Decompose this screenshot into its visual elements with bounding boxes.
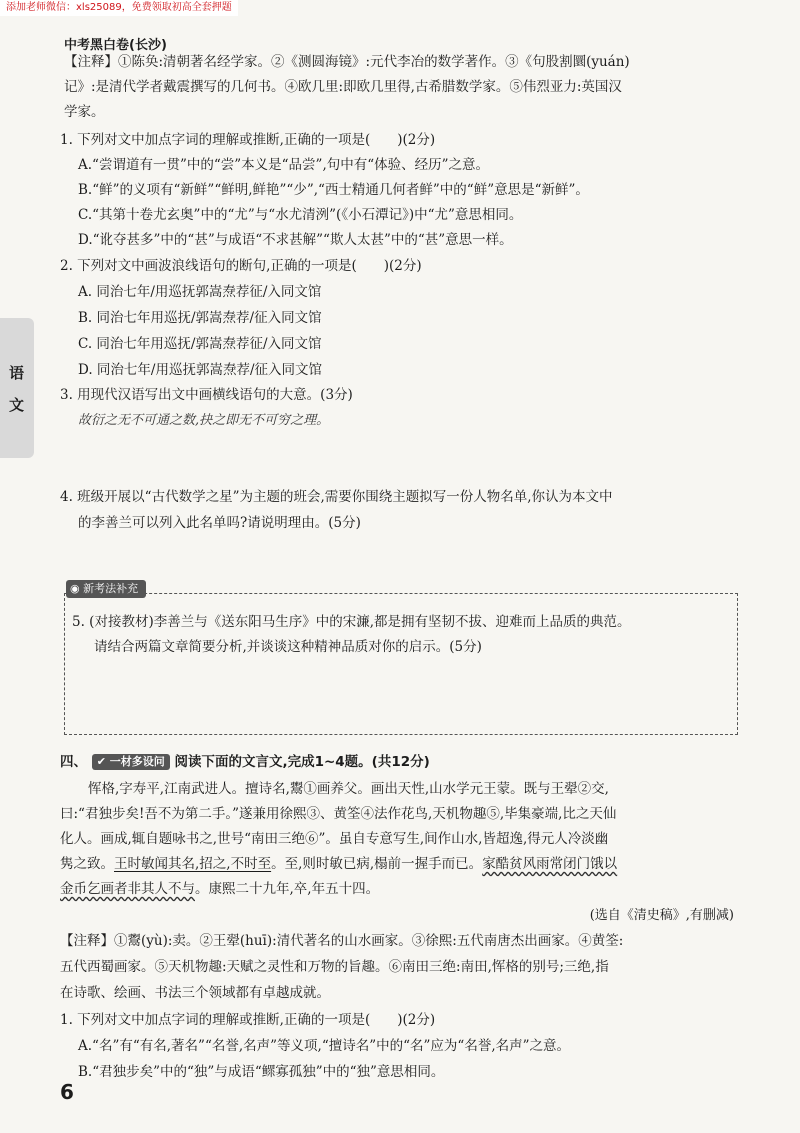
q2-option-c: C. 同治七年用巡抚/郭嵩焘荐征/入同文馆 [78, 336, 322, 352]
passage-source: (选自《清史稿》,有删减) [589, 908, 734, 923]
section4-title: 阅读下面的文言文,完成1~4题。(共12分) [174, 754, 430, 770]
q2-stem: 2. 下列对文中画波浪线语句的断句,正确的一项是( )(2分) [60, 258, 422, 274]
q2-option-b: B. 同治七年用巡抚/郭嵩焘荐/征入同文馆 [78, 310, 322, 326]
passage-line-1: 恽格,字寿平,江南武进人。擅诗名,鬻①画养父。画出天性,山水学元王蒙。既与王翚②交, [88, 781, 609, 797]
q3-stem: 3. 用现代汉语写出文中画横线语句的大意。(3分) [60, 387, 353, 403]
note2-line-3: 在诗歌、绘画、书法三个领域都有卓越成就。 [60, 985, 330, 1001]
passage-wavy-underline-2: 金币乞画者非其人不与 [60, 881, 195, 897]
q2-option-d: D. 同治七年/用巡抚郭嵩焘荐/征入同文馆 [78, 362, 323, 378]
exam-header: 中考黑白卷(长沙) [64, 38, 167, 53]
s4-q1-stem: 1. 下列对文中加点字词的理解或推断,正确的一项是( )(2分) [60, 1012, 436, 1028]
passage-straight-underline: 王时敏闻其名,招之,不时至 [114, 856, 272, 872]
passage-line-5-rest: 。康熙二十九年,卒,年五十四。 [195, 881, 380, 897]
section4-badge-text: 一材多设问 [109, 755, 165, 768]
section4-badge: ✔ 一材多设问 [92, 754, 170, 770]
passage-line-5 [60, 879, 379, 899]
side-tab-char-1: 语 [9, 364, 25, 382]
supplement-box-label: ◉ 新考法补充 [66, 580, 146, 598]
passage-line-2: 曰:“君独步矣!吾不为第二手。”遂兼用徐熙③、黄筌④法作花鸟,天机物趣⑤,毕集豪端,比之天仙 [60, 806, 617, 822]
page-number: 6 [60, 1080, 74, 1104]
q2-option-a: A. 同治七年/用巡抚郭嵩焘荐征/入同文馆 [78, 284, 322, 300]
passage-line-3: 化人。画成,辄自题咏书之,世号“南田三绝⑥”。虽自专意写生,间作山水,皆超逸,得元人冷淡幽 [60, 831, 609, 847]
q1-option-b: B.“鲜”的义项有“新鲜”“鲜明,鲜艳”“少”,“西士精通几何者鲜”中的“鲜”意思是“新鲜”。 [78, 182, 589, 198]
subject-side-tab [0, 318, 34, 458]
q1-option-a: A.“尝谓道有一贯”中的“尝”本义是“品尝”,句中有“体验、经历”之意。 [78, 157, 490, 173]
q1-stem: 1. 下列对文中加点字词的理解或推断,正确的一项是( )(2分) [60, 132, 436, 148]
q1-option-d: D.“讹夺甚多”中的“甚”与成语“不求甚解”“欺人太甚”中的“甚”意思一样。 [78, 232, 513, 248]
q5-line-1: 5. (对接教材)李善兰与《送东阳马生序》中的宋濂,都是拥有坚韧不拔、迎难而上品质的典范。 [72, 614, 631, 630]
note2-line-2: 五代西蜀画家。⑤天机物趣:天赋之灵性和万物的旨趣。⑥南田三绝:南田,恽格的别号;三绝,指 [60, 959, 609, 975]
note2-line-1: 【注释】①鬻(yù):卖。②王翚(huī):清代著名的山水画家。③徐熙:五代南唐杰出画家。④黄筌: [60, 933, 624, 949]
passage-line-4 [60, 854, 617, 874]
section4-prefix: 四、 [60, 754, 87, 770]
s4-q1-option-b: B.“君独步矣”中的“独”与成语“鳏寡孤独”中的“独”意思相同。 [78, 1064, 445, 1080]
q4-line-2: 的李善兰可以列入此名单吗?请说明理由。(5分) [78, 515, 361, 531]
q4-line-1: 4. 班级开展以“古代数学之星”为主题的班会,需要你围绕主题拟写一份人物名单,你认为本文中 [60, 489, 613, 505]
q3-handwritten-answer: 故衍之无不可通之数,抉之即无不可穷之理。 [78, 413, 330, 428]
q5-line-2: 请结合两篇文章简要分析,并谈谈这种精神品质对你的启示。(5分) [94, 639, 482, 655]
note1-line-2: 记》:是清代学者戴震撰写的几何书。④欧几里:即欧几里得,古希腊数学家。⑤伟烈亚力:英国汉 [64, 79, 622, 95]
passage-wavy-underline-1: 家酷贫风雨常闭门饿以 [482, 856, 618, 872]
note1-line-3: 学家。 [64, 104, 105, 120]
note1-line-1: 【注释】①陈奂:清朝著名经学家。②《测圆海镜》:元代李冶的数学著作。③《句股割圜(yuán) [64, 54, 630, 70]
side-tab-char-2: 文 [9, 396, 25, 414]
s4-q1-option-a: A.“名”有“有名,著名”“名誉,名声”等义项,“擅诗名”中的“名”应为“名誉,名声”之意。 [78, 1038, 571, 1054]
supplement-label-text: 新考法补充 [83, 582, 139, 595]
q1-option-c: C.“其第十卷尤玄奥”中的“尤”与“水尤清洌”(《小石潭记》)中“尤”意思相同。 [78, 207, 523, 223]
watermark-banner: 添加老师微信：xls25089，免费领取初高全套押题 [0, 0, 238, 16]
passage-line-4-start: 隽之致。 [60, 856, 114, 872]
section4-header [60, 752, 430, 772]
passage-line-4-mid: 。至,则时敏已病,榻前一握手而已。 [271, 856, 483, 872]
